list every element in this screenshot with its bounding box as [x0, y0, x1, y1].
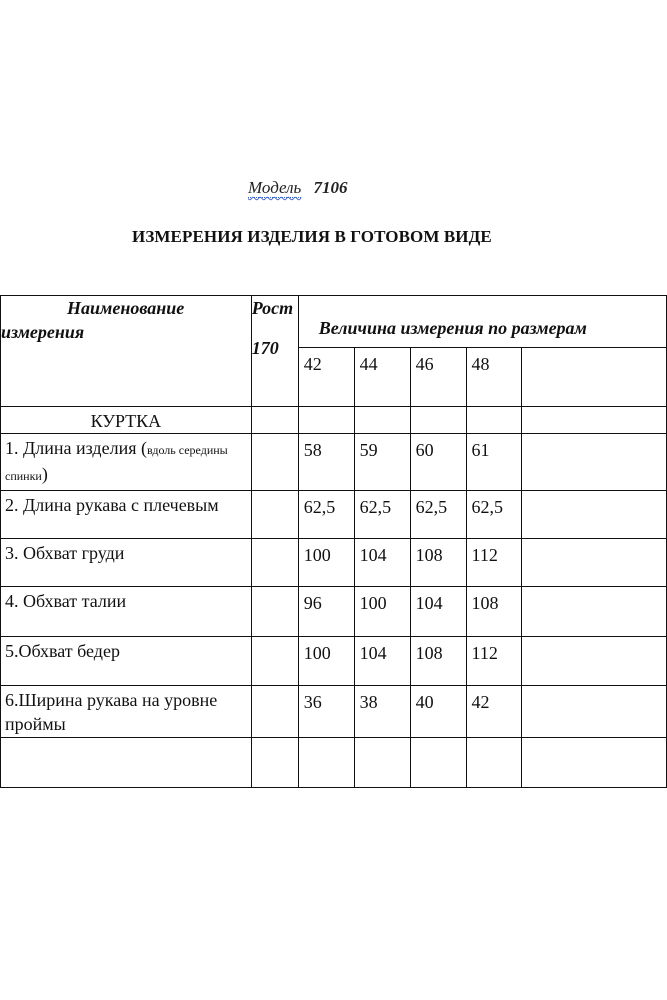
value-cell: 59 — [354, 434, 410, 491]
value-cell: 58 — [298, 434, 354, 491]
size-header: 48 — [466, 348, 522, 407]
value-cell: 100 — [298, 539, 354, 587]
measurement-name: 3. Обхват груди — [1, 539, 252, 587]
model-number: 7106 — [313, 178, 348, 197]
value-cell: 108 — [410, 637, 466, 686]
value-cell: 38 — [354, 686, 410, 738]
value-cell: 62,5 — [466, 491, 522, 539]
measurement-name: 4. Обхват талии — [1, 587, 252, 637]
table-header-row — [1, 296, 667, 348]
measurement-name: 2. Длина рукава с плечевым — [1, 491, 252, 539]
value-cell: 42 — [466, 686, 522, 738]
value-cell: 62,5 — [354, 491, 410, 539]
value-cell: 108 — [466, 587, 522, 637]
value-cell: 100 — [354, 587, 410, 637]
column-header-height: Рост 170 — [251, 296, 298, 407]
value-cell: 104 — [410, 587, 466, 637]
value-cell: 62,5 — [410, 491, 466, 539]
measurements-table — [0, 295, 667, 788]
value-cell: 40 — [410, 686, 466, 738]
measurement-name: 6.Ширина рукава на уровне проймы — [1, 686, 252, 738]
section-row — [1, 407, 667, 434]
value-cell: 112 — [466, 637, 522, 686]
value-cell: 112 — [466, 539, 522, 587]
measurement-name: 1. Длина изделия (вдоль середины спинки) — [1, 434, 252, 491]
table-row — [1, 539, 667, 587]
table-row — [1, 587, 667, 637]
empty-cell — [522, 348, 667, 407]
empty-row — [1, 738, 667, 788]
value-cell: 96 — [298, 587, 354, 637]
column-header-sizes: Величина измерения по размерам — [298, 296, 666, 348]
document-title: ИЗМЕРЕНИЯ ИЗДЕЛИЯ В ГОТОВОМ ВИДЕ — [132, 227, 492, 246]
table-row — [1, 434, 667, 491]
value-cell: 104 — [354, 637, 410, 686]
model-line — [248, 178, 348, 198]
value-cell: 36 — [298, 686, 354, 738]
size-header: 42 — [298, 348, 354, 407]
value-cell: 62,5 — [298, 491, 354, 539]
model-label: Модель — [248, 178, 302, 197]
table-row — [1, 637, 667, 686]
value-cell: 104 — [354, 539, 410, 587]
table-row — [1, 491, 667, 539]
size-header: 46 — [410, 348, 466, 407]
value-cell: 60 — [410, 434, 466, 491]
table-row — [1, 686, 667, 738]
value-cell: 100 — [298, 637, 354, 686]
column-header-name: Наименование измерения — [1, 296, 252, 407]
section-title: КУРТКА — [1, 407, 252, 434]
value-cell: 61 — [466, 434, 522, 491]
value-cell: 108 — [410, 539, 466, 587]
measurement-name: 5.Обхват бедер — [1, 637, 252, 686]
size-header: 44 — [354, 348, 410, 407]
